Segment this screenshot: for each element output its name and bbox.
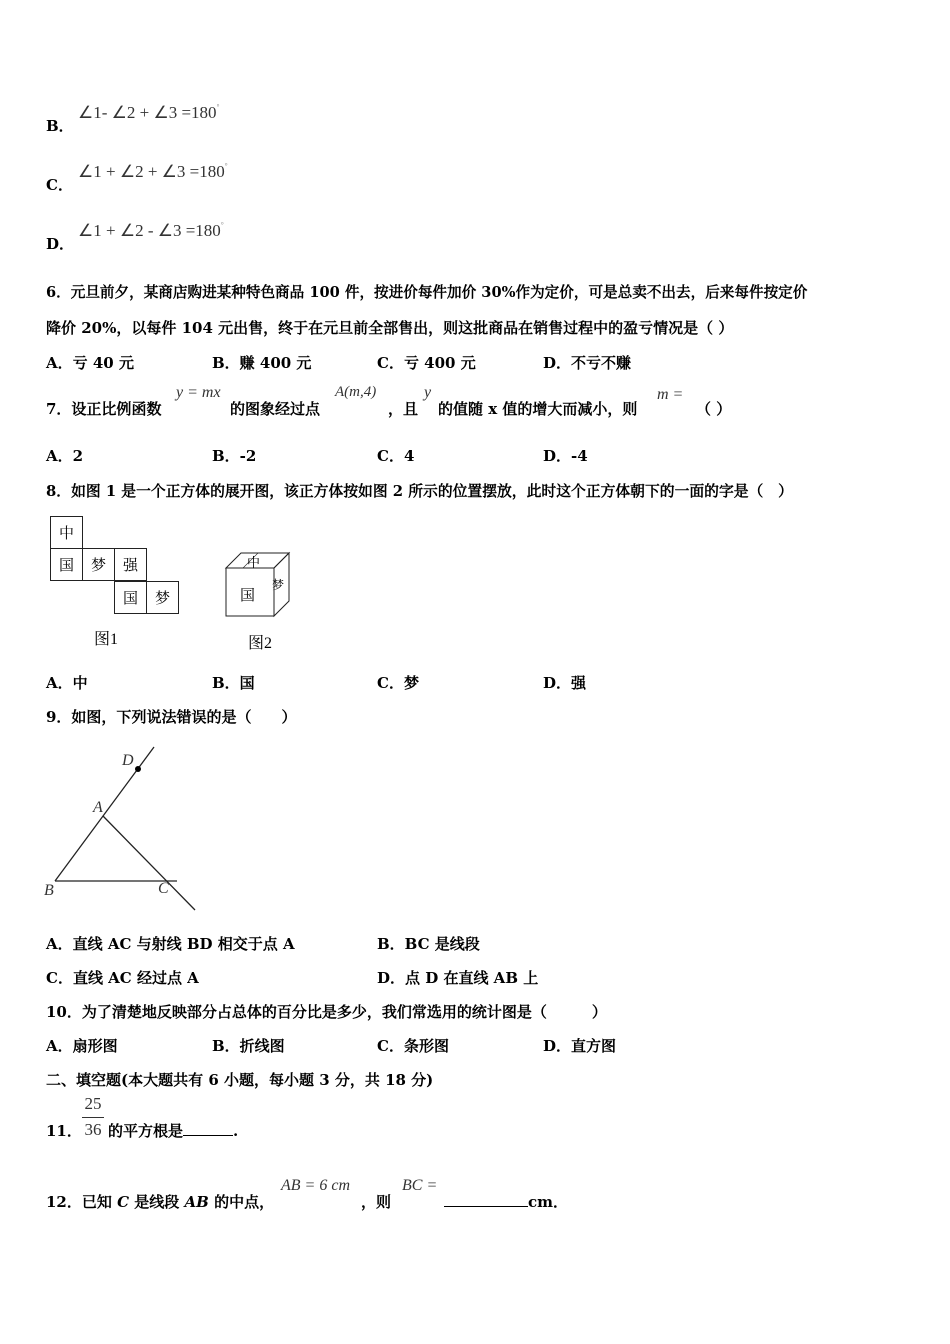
point-c-label: C xyxy=(158,880,169,897)
q12-math-ab: AB = 6 cm xyxy=(281,1177,350,1194)
q7-option-b: B．-2 xyxy=(212,447,257,465)
point-b-label: B xyxy=(44,882,54,899)
q12-stem-part4: ，则 xyxy=(361,1193,392,1211)
q8-option-d: D．强 xyxy=(543,674,587,692)
q7-math-point: A(m,4) xyxy=(335,384,377,400)
q10-option-b: B．折线图 xyxy=(212,1037,285,1055)
q10-option-d: D．直方图 xyxy=(543,1037,617,1055)
q8-option-a: A．中 xyxy=(46,674,88,692)
q8-option-c: C．梦 xyxy=(377,674,419,692)
q7-math-m: m = xyxy=(657,386,684,403)
net-cell-guo-2: 国 xyxy=(114,581,147,614)
q7-option-d: D．-4 xyxy=(543,447,588,465)
q7-option-c: C．4 xyxy=(377,447,415,465)
q5-option-b-expr: ∠1- ∠2 + ∠3 =180° xyxy=(78,103,220,122)
q5-option-d-expr: ∠1 + ∠2 - ∠3 =180° xyxy=(78,221,224,240)
cube-face-top: 中 xyxy=(247,556,261,571)
q6-stem-line2: 降价 20%，以每件 104 元出售，终于在元旦前全部售出，则这批商品在销售过程中的盈亏情况是（ ） xyxy=(46,319,734,337)
net-cell-qiang: 强 xyxy=(114,548,147,581)
q8-option-b: B．国 xyxy=(212,674,255,692)
cube-face-side: 梦 xyxy=(272,578,285,592)
q11-fraction-denominator: 36 xyxy=(84,1120,102,1139)
q6-option-a: A．亏 40 元 xyxy=(46,354,134,372)
q5-option-b-label: B． xyxy=(46,117,74,135)
net-cell-meng-2: 梦 xyxy=(146,581,179,614)
q6-option-c: C．亏 400 元 xyxy=(377,354,476,372)
net-cell-guo: 国 xyxy=(50,548,83,581)
q8-stem: 8．如图 1 是一个正方体的展开图，该正方体按如图 2 所示的位置摆放，此时这个正方体朝下的一面的字是（ ） xyxy=(46,483,793,500)
q12-answer: cm． xyxy=(444,1191,568,1212)
q6-option-b: B．赚 400 元 xyxy=(212,354,312,372)
q10-option-a: A．扇形图 xyxy=(46,1037,118,1055)
q12-stem-part1: 12．已知 C 是线段 AB 的中点， xyxy=(46,1193,275,1211)
q9-option-d: D．点 D 在直线 AB 上 xyxy=(377,969,539,987)
q10-option-c: C．条形图 xyxy=(377,1037,449,1055)
q7-math-y: y xyxy=(424,384,432,401)
q10-stem: 10．为了清楚地反映部分占总体的百分比是多少，我们常选用的统计图是（ ） xyxy=(46,1003,607,1021)
q7-stem-part5: （ ） xyxy=(696,400,732,418)
net-cell-meng: 梦 xyxy=(82,548,115,581)
q5-option-c-label: C． xyxy=(46,176,73,194)
q6-option-d: D．不亏不赚 xyxy=(543,354,632,372)
point-a-label: A xyxy=(93,799,103,816)
q7-option-a: A．2 xyxy=(46,447,84,465)
cube-face-front: 国 xyxy=(240,586,256,604)
q7-stem-part3: ，且 xyxy=(388,400,419,418)
q7-math-function: y = mx xyxy=(176,384,221,401)
q11-fraction-numerator: 25 xyxy=(84,1094,102,1113)
fig1-caption: 图1 xyxy=(94,631,119,648)
q7-stem-part1: 7．设正比例函数 xyxy=(46,400,162,418)
point-d-label: D xyxy=(122,752,134,769)
cube-net-figure xyxy=(48,516,183,616)
fig2-caption: 图2 xyxy=(248,635,273,652)
q7-stem-part4: 的值随 x 值的增大而减小，则 xyxy=(438,400,638,418)
q9-option-b: B．BC 是线段 xyxy=(377,935,480,953)
q9-option-c: C．直线 AC 经过点 A xyxy=(46,969,199,987)
q9-stem: 9．如图，下列说法错误的是（ ） xyxy=(46,708,297,726)
q11-fraction-bar xyxy=(82,1117,104,1118)
q5-option-c-expr: ∠1 + ∠2 + ∠3 =180° xyxy=(78,162,228,181)
q11-text: 的平方根是 . xyxy=(108,1122,239,1140)
net-cell-zhong: 中 xyxy=(50,516,83,549)
q6-stem-line1: 6．元旦前夕，某商店购进某种特色商品 100 件，按进价每件加价 30%作为定价，可是总卖不出去，后来每件按定价 xyxy=(46,284,808,301)
q12-math-bc: BC = xyxy=(402,1177,438,1194)
q7-stem-part2: 的图象经过点 xyxy=(230,400,321,418)
q11-number: 11． xyxy=(46,1122,82,1140)
section-2-title: 二、填空题(本大题共有 6 小题，每小题 3 分，共 18 分) xyxy=(46,1071,434,1089)
q9-option-a: A．直线 AC 与射线 BD 相交于点 A xyxy=(46,935,295,953)
q5-option-d-label: D． xyxy=(46,235,75,253)
